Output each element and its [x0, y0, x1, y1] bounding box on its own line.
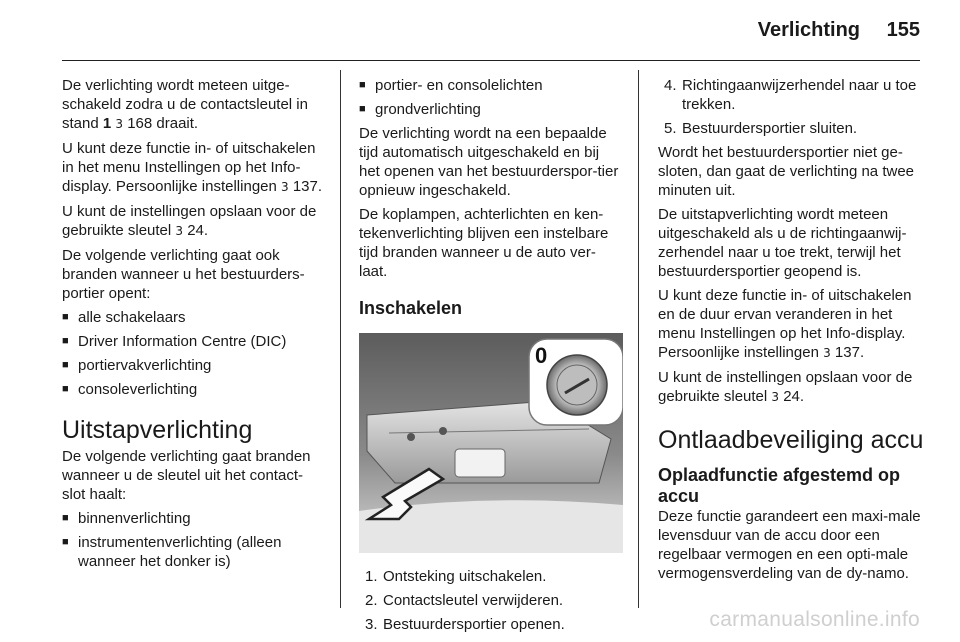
list-item: ■ Driver Information Centre (DIC)	[62, 332, 324, 351]
bullet-list	[359, 76, 623, 119]
numbered-list	[658, 76, 924, 138]
paragraph: De uitstapverlichting wordt meteen uitgeschakeld als u de richtingaanwij-zerhendel naar u toe trekt, terwijl het bestuurdersportier geopend is.	[658, 206, 907, 280]
page-header	[0, 0, 960, 60]
page-reference-icon[interactable]: 3	[823, 346, 831, 360]
page-title: Verlichting	[757, 19, 860, 41]
step-text: Richtingaanwijzerhendel naar u toe trekken.	[682, 77, 917, 113]
step-number: 4.	[664, 77, 677, 94]
watermark: carmanualsonline.info	[709, 608, 920, 631]
page-reference-icon[interactable]: 3	[771, 390, 780, 404]
paragraph: De koplampen, achterlichten en ken-tekenverlichting blijven een instelbare tijd branden wanneer u de auto ver-laat.	[359, 206, 609, 280]
paragraph: De volgende verlichting gaat ook branden wanneer u het bestuurders-portier opent:	[62, 247, 305, 302]
text: U kunt deze functie in- of uitschakelen in het menu Instellingen op het Info-display. Persoonlijke instellingen	[62, 140, 316, 195]
column-2	[359, 76, 623, 639]
subsection-heading: Inschakelen	[359, 298, 463, 318]
paragraph	[658, 368, 924, 407]
page-reference-icon[interactable]: 3	[281, 180, 289, 194]
list-item	[658, 119, 924, 138]
step-text: Contactsleutel verwijderen.	[383, 592, 564, 609]
step-number: 1.	[365, 568, 378, 585]
step-text: Ontsteking uitschakelen.	[383, 568, 547, 585]
column-1	[62, 76, 324, 576]
list-item: ■ portiervakverlichting	[62, 356, 324, 375]
column-3	[658, 76, 924, 588]
list-item: ■ grondverlichting	[359, 100, 623, 119]
step-number: 3.	[365, 616, 378, 633]
text: 24.	[183, 222, 209, 239]
subsection-heading: Oplaadfunctie afgestemd op accu	[658, 465, 901, 506]
paragraph: Deze functie garandeert een maxi-male levensduur van de accu door een regelbaar vermogen en een opti-male vermogensverdeling van de dy-namo.	[658, 508, 921, 582]
step-text: Bestuurdersportier sluiten.	[682, 120, 858, 137]
list-item: ■ alle schakelaars	[62, 308, 324, 327]
step-number: 2.	[365, 592, 378, 609]
text: U kunt de instellingen opslaan voor de gebruikte sleutel	[658, 369, 913, 405]
text: U kunt deze functie in- of uitschakelen en de duur ervan veranderen in het menu Instellingen op het Info-display. Persoonlijke instellingen	[658, 287, 912, 361]
text: 137.	[288, 178, 323, 195]
list-item	[359, 615, 623, 634]
list-item	[359, 591, 623, 610]
paragraph	[62, 76, 324, 134]
text: 168 draait.	[123, 115, 199, 132]
stand-number: 1	[102, 115, 112, 132]
text: 137.	[830, 344, 865, 361]
bullet-list	[62, 308, 324, 399]
page-reference-icon[interactable]: 3	[115, 117, 124, 131]
page-reference-icon[interactable]: 3	[175, 224, 184, 238]
paragraph	[62, 139, 324, 197]
list-item	[658, 76, 924, 114]
numbered-list	[359, 567, 623, 634]
header-rule	[62, 60, 920, 61]
list-item: ■ portier- en consolelichten	[359, 76, 623, 95]
step-text: Bestuurdersportier openen.	[383, 616, 565, 633]
stalk-illustration	[359, 333, 623, 553]
ignition-position-label: 0	[535, 343, 548, 368]
text: De verlichting wordt meteen uitge-schakeld zodra u de contactsleutel in stand	[62, 77, 308, 132]
figure-turn-signal-stalk	[359, 333, 623, 553]
list-item: ■ binnenverlichting	[62, 509, 324, 528]
column-divider	[340, 70, 341, 608]
list-item	[359, 567, 623, 586]
section-heading: Ontlaadbeveiliging accu	[658, 426, 924, 454]
text: 24.	[779, 388, 805, 405]
section-heading: Uitstapverlichting	[62, 416, 253, 444]
paragraph: De verlichting wordt na een bepaalde tijd automatisch uitgeschakeld en bij het openen van het bestuurderspor-tier opnieuw ingeschakeld.	[359, 125, 619, 199]
paragraph	[62, 202, 324, 241]
column-divider	[638, 70, 639, 608]
list-item: ■ instrumentenverlichting (alleen wanneer het donker is)	[62, 533, 324, 571]
paragraph: Wordt het bestuurdersportier niet ge-sloten, dan gaat de verlichting na twee minuten uit.	[658, 144, 915, 199]
page-number: 155	[886, 19, 920, 41]
list-item: ■ consoleverlichting	[62, 380, 324, 399]
bullet-list	[62, 509, 324, 571]
step-number: 5.	[664, 120, 677, 137]
text: U kunt de instellingen opslaan voor de gebruikte sleutel	[62, 203, 317, 239]
paragraph	[658, 286, 924, 363]
paragraph: De volgende verlichting gaat branden wanneer u de sleutel uit het contact-slot haalt:	[62, 448, 311, 503]
